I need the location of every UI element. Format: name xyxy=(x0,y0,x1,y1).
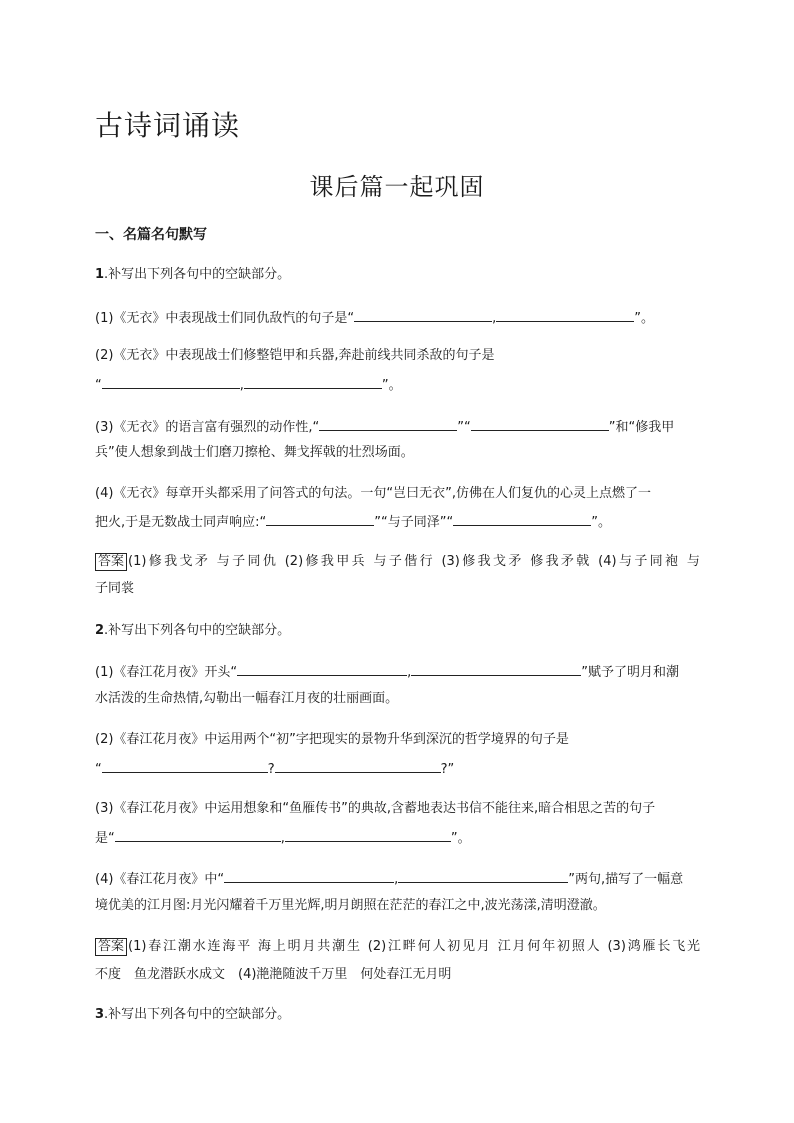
doc-title: 古诗词诵读 xyxy=(95,109,241,142)
q2-item-3-blanks: 是“ , ”。 xyxy=(95,827,700,849)
blank[interactable] xyxy=(275,758,441,773)
q2-item-2: (2)《春江花月夜》中运用两个“初”字把现实的景物升华到深沉的哲学境界的句子是 xyxy=(95,732,569,747)
answer-badge: 答案 xyxy=(95,938,127,956)
blank[interactable] xyxy=(224,868,394,883)
blank[interactable] xyxy=(285,827,451,842)
q2-item-1: (1)《春江花月夜》开头“ , ”赋予了明月和潮 xyxy=(95,661,700,683)
blank[interactable] xyxy=(496,307,634,322)
q1-item-2: (2)《无衣》中表现战士们修整铠甲和兵器,奔赴前线共同杀敌的句子是 xyxy=(95,348,495,363)
q1-item-1: (1)《无衣》中表现战士们同仇敌忾的句子是“ , ”。 xyxy=(95,307,700,329)
blank[interactable] xyxy=(115,827,281,842)
blank[interactable] xyxy=(398,868,568,883)
q1-item-3: (3)《无衣》的语言富有强烈的动作性,“ ”“ ”和“修我甲 xyxy=(95,416,700,438)
q1-answer-cont: 子同裳 xyxy=(95,581,135,596)
q2-item-1-cont: 水活泼的生命热情,勾勒出一幅春江月夜的壮丽画面。 xyxy=(95,691,399,706)
q1-item-4: (4)《无衣》每章开头都采用了问答式的句法。一句“岂曰无衣”,仿佛在人们复仇的心灵上点燃了一 xyxy=(95,486,652,501)
q2-answer-cont: 不度 鱼龙潜跃水成文 (4)滟滟随波千万里 何处春江无月明 xyxy=(95,967,452,982)
blank[interactable] xyxy=(453,511,591,526)
blank[interactable] xyxy=(244,374,382,389)
section-heading: 一、名篇名句默写 xyxy=(95,227,207,243)
q2-item-2-blanks: “ ? ?” xyxy=(95,758,700,780)
blank[interactable] xyxy=(102,374,240,389)
blank[interactable] xyxy=(319,416,457,431)
blank[interactable] xyxy=(354,307,492,322)
question-2-stem: 2.补写出下列各句中的空缺部分。 xyxy=(95,623,291,638)
doc-subtitle: 课后篇一起巩固 xyxy=(309,173,485,201)
question-1-stem: 1.补写出下列各句中的空缺部分。 xyxy=(95,267,291,282)
q2-item-4: (4)《春江花月夜》中“ , ”两句,描写了一幅意 xyxy=(95,868,700,890)
q1-item-4-blanks: 把火,于是无数战士同声响应:“ ”“与子同泽”“ ”。 xyxy=(95,511,700,533)
blank[interactable] xyxy=(237,661,407,676)
q2-answer: 答案 (1)春江潮水连海平 海上明月共潮生 (2)江畔何人初见月 江月何年初照人 (3)鸿雁长飞光 xyxy=(95,937,700,957)
q2-item-4-cont: 境优美的江月图:月光闪耀着千万里光辉,明月朗照在茫茫的春江之中,波光荡漾,清明澄澈。 xyxy=(95,898,606,913)
q1-answer: 答案 (1)修我戈矛 与子同仇 (2)修我甲兵 与子偕行 (3)修我戈矛 修我矛戟 (4)与子同袍 与 xyxy=(95,552,700,572)
answer-badge: 答案 xyxy=(95,553,127,571)
blank[interactable] xyxy=(411,661,581,676)
blank[interactable] xyxy=(266,511,374,526)
q2-item-3: (3)《春江花月夜》中运用想象和“鱼雁传书”的典故,含蓄地表达书信不能往来,暗合相思之苦的句子 xyxy=(95,801,656,816)
question-3-stem: 3.补写出下列各句中的空缺部分。 xyxy=(95,1007,291,1022)
blank[interactable] xyxy=(102,758,268,773)
blank[interactable] xyxy=(471,416,609,431)
q1-item-2-blanks: “ , ”。 xyxy=(95,374,700,396)
q1-item-3-cont: 兵”使人想象到战士们磨刀擦枪、舞戈挥戟的壮烈场面。 xyxy=(95,445,414,460)
